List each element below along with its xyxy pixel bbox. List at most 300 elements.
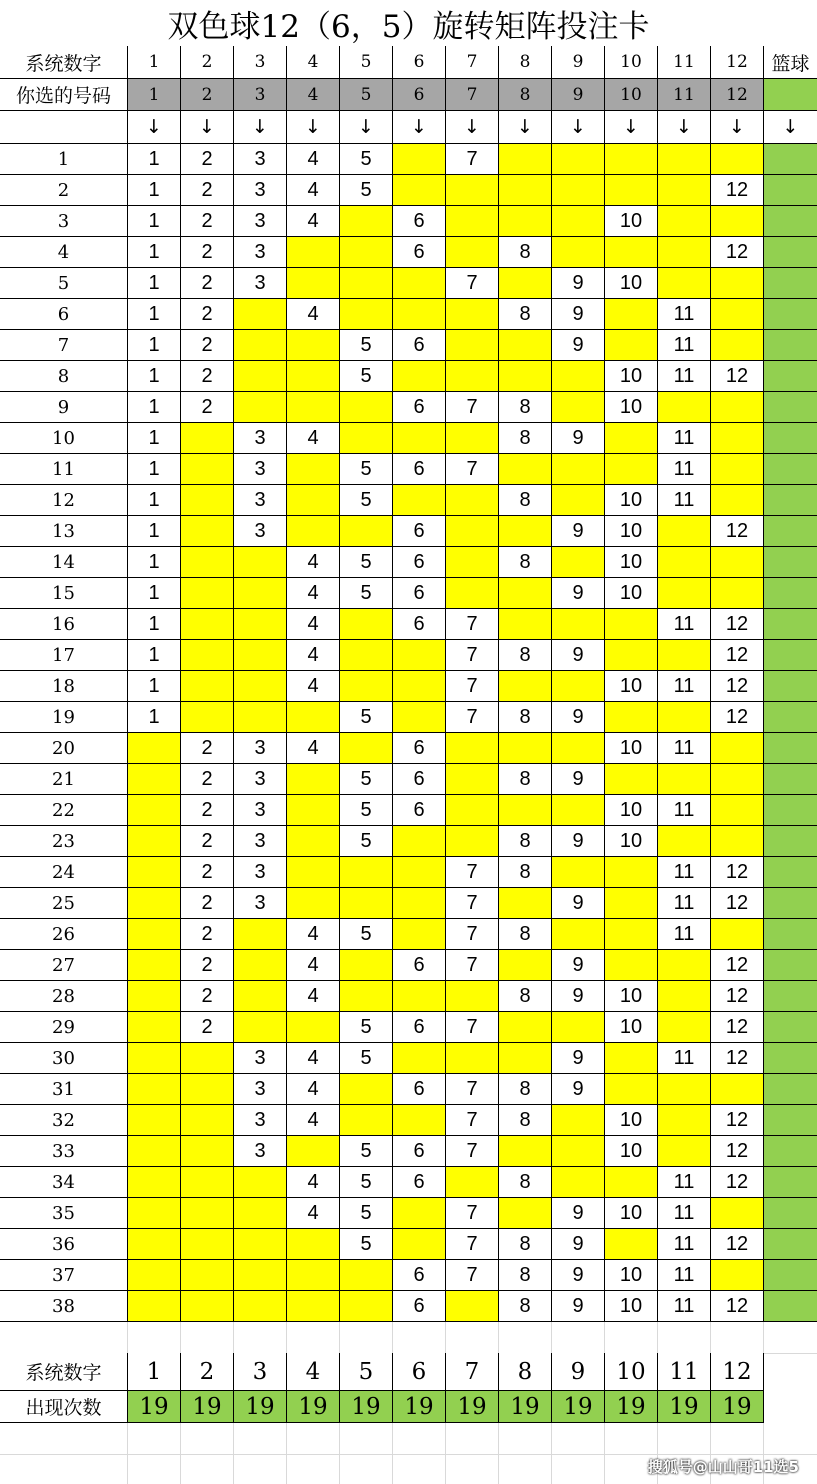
blue-ball-cell [764, 1291, 817, 1322]
matrix-number-cell: 6 [393, 1260, 446, 1291]
matrix-empty-cell [658, 268, 711, 299]
system-numbers-label: 系统数字 [0, 46, 128, 79]
matrix-empty-cell [605, 175, 658, 206]
matrix-empty-cell [605, 888, 658, 919]
matrix-empty-cell [181, 1291, 234, 1322]
matrix-empty-cell [393, 1198, 446, 1229]
matrix-number-cell: 7 [446, 1198, 499, 1229]
matrix-empty-cell [393, 175, 446, 206]
matrix-number-cell: 12 [711, 640, 764, 671]
matrix-empty-cell [499, 206, 552, 237]
matrix-empty-cell [340, 671, 393, 702]
gridline [339, 1322, 340, 1353]
gridline [180, 1322, 181, 1353]
matrix-empty-cell [658, 1105, 711, 1136]
selected-number-cell: 10 [605, 79, 658, 111]
matrix-number-cell: 6 [393, 1167, 446, 1198]
row-index: 22 [0, 795, 128, 826]
matrix-number-cell: 11 [658, 888, 711, 919]
summary-number-header: 11 [658, 1353, 711, 1391]
matrix-number-cell: 1 [128, 454, 181, 485]
matrix-empty-cell [605, 237, 658, 268]
matrix-empty-cell [287, 237, 340, 268]
row-index: 23 [0, 826, 128, 857]
matrix-empty-cell [446, 764, 499, 795]
row-index: 14 [0, 547, 128, 578]
matrix-number-cell: 11 [658, 485, 711, 516]
matrix-empty-cell [340, 1291, 393, 1322]
matrix-empty-cell [181, 547, 234, 578]
matrix-empty-cell [446, 175, 499, 206]
matrix-number-cell: 12 [711, 237, 764, 268]
matrix-empty-cell [605, 919, 658, 950]
matrix-number-cell: 12 [711, 1167, 764, 1198]
matrix-number-cell: 12 [711, 609, 764, 640]
matrix-empty-cell [446, 1167, 499, 1198]
matrix-number-cell: 9 [552, 1229, 605, 1260]
matrix-number-cell: 9 [552, 423, 605, 454]
matrix-number-cell: 11 [658, 454, 711, 485]
matrix-empty-cell [287, 361, 340, 392]
gridline [445, 1322, 446, 1353]
matrix-number-cell: 12 [711, 361, 764, 392]
matrix-number-cell: 5 [340, 826, 393, 857]
matrix-number-cell: 2 [181, 330, 234, 361]
matrix-number-cell: 1 [128, 547, 181, 578]
matrix-number-cell: 3 [234, 485, 287, 516]
down-arrow-icon: ↓ [552, 111, 605, 144]
matrix-empty-cell [711, 826, 764, 857]
occurrence-count-cell: 19 [605, 1391, 658, 1423]
matrix-empty-cell [234, 1198, 287, 1229]
matrix-number-cell: 7 [446, 888, 499, 919]
matrix-number-cell: 2 [181, 764, 234, 795]
matrix-empty-cell [340, 1260, 393, 1291]
matrix-number-cell: 5 [340, 1012, 393, 1043]
matrix-number-cell: 8 [499, 1074, 552, 1105]
down-arrow-icon: ↓ [499, 111, 552, 144]
matrix-empty-cell [340, 392, 393, 423]
matrix-number-cell: 5 [340, 175, 393, 206]
matrix-number-cell: 10 [605, 981, 658, 1012]
row-index: 18 [0, 671, 128, 702]
system-number-header: 4 [287, 46, 340, 79]
down-arrow-icon: ↓ [340, 111, 393, 144]
matrix-number-cell: 12 [711, 671, 764, 702]
matrix-number-cell: 2 [181, 144, 234, 175]
matrix-number-cell: 5 [340, 547, 393, 578]
matrix-empty-cell [499, 609, 552, 640]
gridline [127, 1423, 128, 1484]
matrix-number-cell: 4 [287, 578, 340, 609]
matrix-empty-cell [340, 268, 393, 299]
gridline [604, 1423, 605, 1484]
matrix-empty-cell [499, 795, 552, 826]
matrix-number-cell: 9 [552, 888, 605, 919]
matrix-number-cell: 1 [128, 578, 181, 609]
matrix-number-cell: 1 [128, 330, 181, 361]
matrix-empty-cell [128, 1043, 181, 1074]
matrix-number-cell: 5 [340, 1229, 393, 1260]
matrix-empty-cell [499, 888, 552, 919]
matrix-number-cell: 6 [393, 578, 446, 609]
matrix-empty-cell [128, 857, 181, 888]
matrix-number-cell: 4 [287, 609, 340, 640]
matrix-number-cell: 8 [499, 392, 552, 423]
system-number-header: 12 [711, 46, 764, 79]
matrix-number-cell: 3 [234, 826, 287, 857]
summary-number-header: 10 [605, 1353, 658, 1391]
row-index: 11 [0, 454, 128, 485]
matrix-number-cell: 3 [234, 1074, 287, 1105]
matrix-empty-cell [446, 826, 499, 857]
matrix-empty-cell [446, 330, 499, 361]
matrix-empty-cell [393, 702, 446, 733]
blue-ball-cell [764, 671, 817, 702]
matrix-empty-cell [711, 547, 764, 578]
matrix-empty-cell [658, 392, 711, 423]
gridline [233, 1322, 234, 1353]
matrix-empty-cell [658, 175, 711, 206]
matrix-number-cell: 7 [446, 392, 499, 423]
summary-number-header: 2 [181, 1353, 234, 1391]
gridline [233, 1423, 234, 1484]
matrix-number-cell: 10 [605, 578, 658, 609]
matrix-number-cell: 8 [499, 237, 552, 268]
matrix-empty-cell [552, 454, 605, 485]
matrix-number-cell: 10 [605, 733, 658, 764]
matrix-number-cell: 7 [446, 609, 499, 640]
matrix-number-cell: 8 [499, 1229, 552, 1260]
row-index: 2 [0, 175, 128, 206]
selected-number-cell: 5 [340, 79, 393, 111]
matrix-empty-cell [658, 702, 711, 733]
matrix-empty-cell [393, 826, 446, 857]
blue-ball-cell [764, 857, 817, 888]
matrix-number-cell: 7 [446, 640, 499, 671]
matrix-number-cell: 2 [181, 950, 234, 981]
matrix-empty-cell [499, 578, 552, 609]
matrix-number-cell: 1 [128, 485, 181, 516]
blue-ball-cell [764, 1105, 817, 1136]
matrix-number-cell: 3 [234, 516, 287, 547]
matrix-number-cell: 2 [181, 175, 234, 206]
matrix-number-cell: 8 [499, 1167, 552, 1198]
matrix-empty-cell [128, 1198, 181, 1229]
occurrence-count-cell: 19 [711, 1391, 764, 1423]
matrix-empty-cell [711, 1074, 764, 1105]
matrix-number-cell: 7 [446, 1012, 499, 1043]
matrix-empty-cell [711, 299, 764, 330]
system-number-header: 2 [181, 46, 234, 79]
blue-ball-cell [764, 206, 817, 237]
selected-number-cell: 11 [658, 79, 711, 111]
matrix-number-cell: 11 [658, 857, 711, 888]
matrix-empty-cell [393, 671, 446, 702]
matrix-empty-cell [393, 888, 446, 919]
matrix-number-cell: 9 [552, 578, 605, 609]
matrix-empty-cell [287, 888, 340, 919]
matrix-empty-cell [234, 578, 287, 609]
matrix-empty-cell [181, 609, 234, 640]
row-index: 19 [0, 702, 128, 733]
matrix-number-cell: 3 [234, 764, 287, 795]
row-index: 37 [0, 1260, 128, 1291]
matrix-empty-cell [393, 268, 446, 299]
matrix-number-cell: 11 [658, 330, 711, 361]
matrix-number-cell: 6 [393, 392, 446, 423]
summary-number-header: 12 [711, 1353, 764, 1391]
matrix-empty-cell [340, 733, 393, 764]
matrix-number-cell: 8 [499, 857, 552, 888]
matrix-number-cell: 7 [446, 454, 499, 485]
matrix-number-cell: 4 [287, 547, 340, 578]
matrix-empty-cell [446, 1043, 499, 1074]
row-index: 34 [0, 1167, 128, 1198]
blue-ball-cell [764, 888, 817, 919]
selected-number-cell: 8 [499, 79, 552, 111]
matrix-number-cell: 6 [393, 1136, 446, 1167]
matrix-number-cell: 10 [605, 485, 658, 516]
matrix-number-cell: 6 [393, 206, 446, 237]
gridline [657, 1322, 658, 1353]
matrix-empty-cell [711, 454, 764, 485]
row-index: 12 [0, 485, 128, 516]
matrix-empty-cell [711, 1260, 764, 1291]
matrix-empty-cell [340, 237, 393, 268]
matrix-number-cell: 3 [234, 857, 287, 888]
matrix-number-cell: 3 [234, 795, 287, 826]
matrix-number-cell: 11 [658, 361, 711, 392]
summary-number-header: 8 [499, 1353, 552, 1391]
gridline [710, 1322, 711, 1353]
matrix-empty-cell [234, 299, 287, 330]
matrix-number-cell: 1 [128, 268, 181, 299]
matrix-empty-cell [234, 981, 287, 1012]
matrix-empty-cell [658, 1074, 711, 1105]
row-index: 29 [0, 1012, 128, 1043]
matrix-number-cell: 2 [181, 888, 234, 919]
matrix-number-cell: 11 [658, 919, 711, 950]
matrix-number-cell: 1 [128, 423, 181, 454]
matrix-empty-cell [128, 950, 181, 981]
matrix-empty-cell [181, 1074, 234, 1105]
matrix-empty-cell [711, 206, 764, 237]
matrix-number-cell: 10 [605, 1105, 658, 1136]
matrix-number-cell: 9 [552, 826, 605, 857]
matrix-empty-cell [128, 764, 181, 795]
matrix-empty-cell [658, 516, 711, 547]
matrix-number-cell: 9 [552, 330, 605, 361]
row-index: 38 [0, 1291, 128, 1322]
matrix-number-cell: 8 [499, 1260, 552, 1291]
your-numbers-label: 你选的号码 [0, 79, 128, 111]
occurrence-count-cell: 19 [128, 1391, 181, 1423]
matrix-number-cell: 10 [605, 671, 658, 702]
occurrence-count-cell: 19 [658, 1391, 711, 1423]
blue-ball-cell [764, 640, 817, 671]
blue-ball-cell [764, 1229, 817, 1260]
matrix-empty-cell [446, 578, 499, 609]
selected-number-cell: 12 [711, 79, 764, 111]
matrix-empty-cell [446, 795, 499, 826]
matrix-number-cell: 8 [499, 423, 552, 454]
matrix-empty-cell [181, 485, 234, 516]
matrix-empty-cell [181, 578, 234, 609]
matrix-empty-cell [287, 826, 340, 857]
selected-number-cell: 9 [552, 79, 605, 111]
matrix-number-cell: 11 [658, 671, 711, 702]
matrix-empty-cell [658, 981, 711, 1012]
gridline [498, 1423, 499, 1484]
matrix-number-cell: 1 [128, 299, 181, 330]
matrix-empty-cell [393, 361, 446, 392]
matrix-number-cell: 9 [552, 1043, 605, 1074]
matrix-number-cell: 10 [605, 1291, 658, 1322]
matrix-empty-cell [658, 206, 711, 237]
matrix-number-cell: 4 [287, 1074, 340, 1105]
matrix-empty-cell [605, 1229, 658, 1260]
matrix-empty-cell [446, 1291, 499, 1322]
matrix-empty-cell [499, 1012, 552, 1043]
row-index: 6 [0, 299, 128, 330]
blue-ball-cell [764, 454, 817, 485]
matrix-number-cell: 5 [340, 144, 393, 175]
matrix-number-cell: 1 [128, 237, 181, 268]
matrix-number-cell: 8 [499, 640, 552, 671]
matrix-empty-cell [181, 1229, 234, 1260]
matrix-empty-cell [605, 454, 658, 485]
matrix-number-cell: 12 [711, 1136, 764, 1167]
matrix-number-cell: 12 [711, 516, 764, 547]
matrix-empty-cell [552, 1136, 605, 1167]
matrix-empty-cell [393, 299, 446, 330]
matrix-empty-cell [605, 609, 658, 640]
matrix-number-cell: 2 [181, 919, 234, 950]
matrix-number-cell: 5 [340, 764, 393, 795]
matrix-empty-cell [499, 950, 552, 981]
matrix-number-cell: 2 [181, 206, 234, 237]
blue-ball-cell [764, 764, 817, 795]
matrix-empty-cell [287, 795, 340, 826]
down-arrow-icon: ↓ [446, 111, 499, 144]
blue-ball-cell [764, 547, 817, 578]
matrix-empty-cell [393, 640, 446, 671]
matrix-number-cell: 9 [552, 764, 605, 795]
blue-ball-cell [764, 423, 817, 454]
matrix-number-cell: 7 [446, 919, 499, 950]
matrix-empty-cell [552, 919, 605, 950]
matrix-empty-cell [287, 702, 340, 733]
occurrence-count-cell: 19 [446, 1391, 499, 1423]
matrix-empty-cell [446, 361, 499, 392]
gridline [339, 1423, 340, 1484]
blue-ball-cell [764, 1260, 817, 1291]
matrix-number-cell: 4 [287, 640, 340, 671]
matrix-number-cell: 7 [446, 857, 499, 888]
matrix-number-cell: 5 [340, 919, 393, 950]
blue-ball-cell [764, 702, 817, 733]
matrix-number-cell: 1 [128, 392, 181, 423]
matrix-number-cell: 3 [234, 175, 287, 206]
matrix-number-cell: 11 [658, 423, 711, 454]
matrix-empty-cell [287, 330, 340, 361]
matrix-empty-cell [128, 1260, 181, 1291]
matrix-empty-cell [499, 144, 552, 175]
matrix-empty-cell [552, 144, 605, 175]
matrix-number-cell: 3 [234, 206, 287, 237]
matrix-number-cell: 6 [393, 1012, 446, 1043]
matrix-empty-cell [605, 1074, 658, 1105]
matrix-number-cell: 6 [393, 795, 446, 826]
matrix-empty-cell [552, 175, 605, 206]
blue-ball-cell [764, 1012, 817, 1043]
matrix-empty-cell [499, 330, 552, 361]
matrix-empty-cell [605, 702, 658, 733]
matrix-empty-cell [605, 1043, 658, 1074]
matrix-number-cell: 3 [234, 454, 287, 485]
matrix-empty-cell [446, 485, 499, 516]
matrix-empty-cell [234, 1012, 287, 1043]
down-arrow-icon: ↓ [711, 111, 764, 144]
row-index: 26 [0, 919, 128, 950]
matrix-empty-cell [287, 516, 340, 547]
matrix-empty-cell [181, 1167, 234, 1198]
matrix-number-cell: 11 [658, 299, 711, 330]
matrix-empty-cell [552, 1012, 605, 1043]
matrix-number-cell: 12 [711, 702, 764, 733]
gridline [0, 1454, 817, 1455]
blue-ball-cell [764, 826, 817, 857]
matrix-empty-cell [552, 361, 605, 392]
arrow-row-label [0, 111, 128, 144]
matrix-number-cell: 4 [287, 1043, 340, 1074]
matrix-number-cell: 9 [552, 981, 605, 1012]
matrix-empty-cell [499, 671, 552, 702]
matrix-empty-cell [552, 1167, 605, 1198]
matrix-empty-cell [234, 392, 287, 423]
matrix-empty-cell [552, 609, 605, 640]
matrix-empty-cell [340, 857, 393, 888]
matrix-empty-cell [340, 516, 393, 547]
matrix-number-cell: 1 [128, 144, 181, 175]
blue-ball-cell [764, 1198, 817, 1229]
matrix-empty-cell [181, 671, 234, 702]
matrix-empty-cell [340, 299, 393, 330]
matrix-number-cell: 10 [605, 826, 658, 857]
gridline [286, 1322, 287, 1353]
matrix-number-cell: 6 [393, 547, 446, 578]
matrix-number-cell: 7 [446, 1229, 499, 1260]
matrix-number-cell: 11 [658, 609, 711, 640]
matrix-number-cell: 3 [234, 733, 287, 764]
system-number-header: 3 [234, 46, 287, 79]
matrix-number-cell: 4 [287, 1105, 340, 1136]
summary-system-numbers-label: 系统数字 [0, 1353, 128, 1391]
matrix-empty-cell [181, 1043, 234, 1074]
matrix-number-cell: 1 [128, 702, 181, 733]
matrix-empty-cell [287, 454, 340, 485]
matrix-empty-cell [605, 1167, 658, 1198]
matrix-empty-cell [287, 857, 340, 888]
matrix-empty-cell [552, 795, 605, 826]
matrix-empty-cell [605, 423, 658, 454]
matrix-empty-cell [340, 1074, 393, 1105]
blue-ball-cell [764, 578, 817, 609]
matrix-empty-cell [393, 857, 446, 888]
matrix-empty-cell [393, 1229, 446, 1260]
matrix-empty-cell [446, 733, 499, 764]
